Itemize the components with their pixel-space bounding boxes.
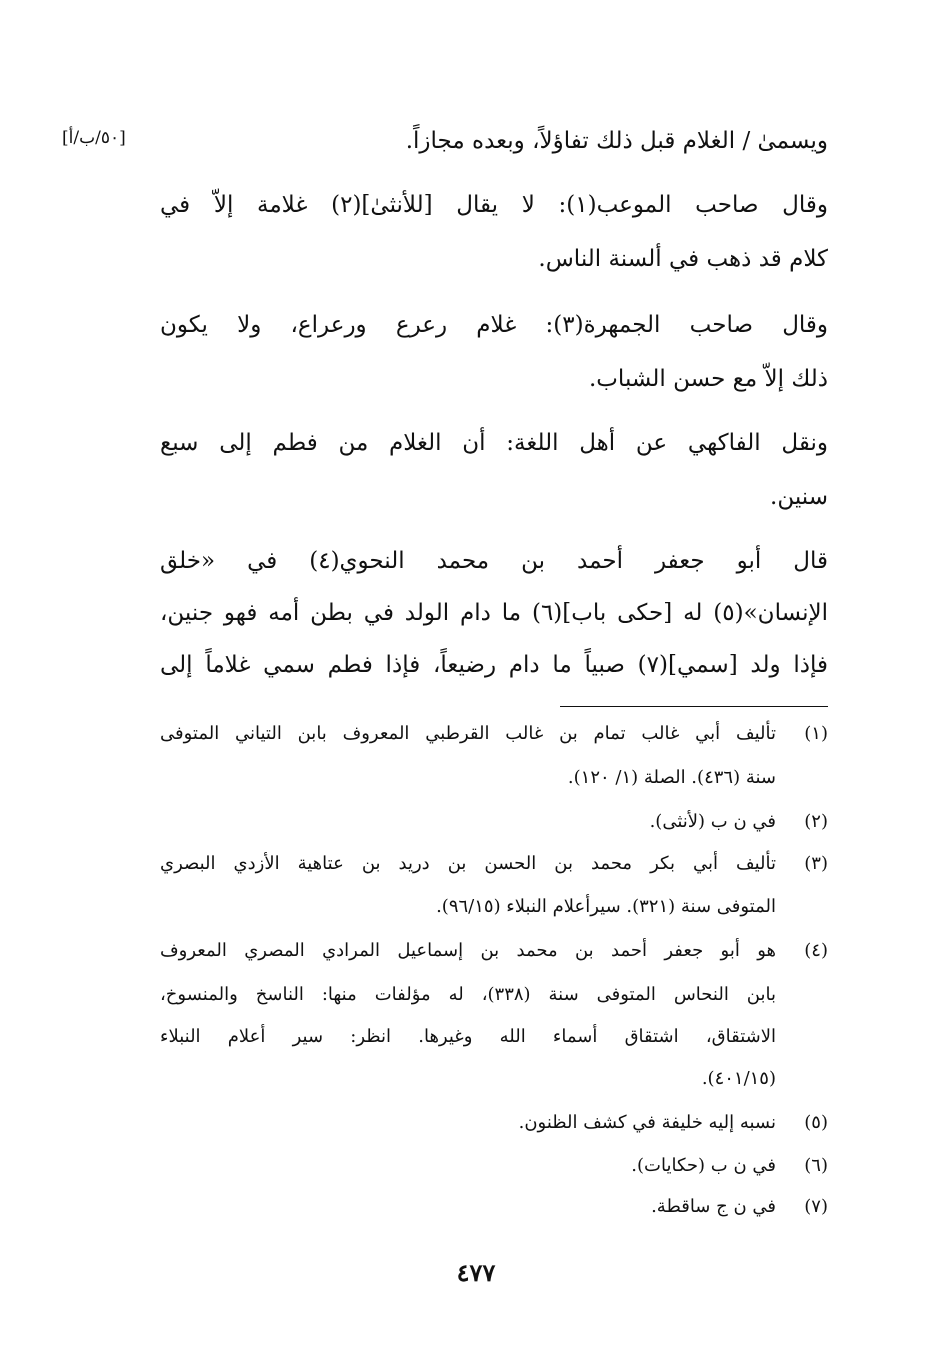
footnote-text: تأليف أبي غالب تمام بن غالب القرطبي المعروف بابن التياني المتوفى — [160, 723, 776, 744]
footnote-number: (٦) — [804, 1155, 828, 1176]
footnote-number: (٣) — [804, 853, 828, 874]
body-para5-line3: فإذا ولد [سمي](٧) صبياً ما دام رضيعاً، فإذا فطم سمي غلاماً إلى — [160, 652, 828, 678]
footnote-text: هو أبو جعفر أحمد بن محمد بن إسماعيل المرادي المصري المعروف — [160, 940, 776, 961]
footnote-text: الاشتقاق، اشتقاق أسماء الله وغيرها. انظر: سير أعلام النبلاء — [160, 1026, 776, 1047]
body-para4-line2: سنين. — [770, 484, 828, 510]
body-para2-line2: كلام قد ذهب في ألسنة الناس. — [538, 246, 828, 272]
footnote-separator — [560, 706, 828, 707]
footnote-number: (٤) — [804, 940, 828, 961]
body-para5-line1: قال أبو جعفر أحمد بن محمد النحوي(٤) في «خلق — [160, 548, 828, 574]
footnote-text: المتوفى سنة (٣٢١). سيرأعلام النبلاء (٩٦/١٥). — [436, 896, 776, 917]
body-para3-line2: ذلك إلاّ مع حسن الشباب. — [588, 366, 828, 392]
footnote-text: تأليف أبي بكر محمد بن الحسن بن دريد بن عتاهية الأزدي البصري — [160, 853, 776, 874]
footnote-number: (١) — [804, 723, 828, 744]
page-number: ٤٧٧ — [456, 1258, 496, 1287]
body-para3-line1: وقال صاحب الجمهرة(٣): غلام رعرع ورعراع، ولا يكون — [160, 312, 829, 338]
body-para4-line1: ونقل الفاكهي عن أهل اللغة: أن الغلام من فطم إلى سبع — [160, 430, 828, 456]
footnote-text: في ن ب (لأنثى). — [649, 811, 776, 832]
footnote-number: (٥) — [804, 1112, 828, 1133]
footnote-text: سنة (٤٣٦). الصلة (١/ ١٢٠). — [567, 767, 776, 788]
footnote-text: في ن ج ساقطة. — [651, 1196, 776, 1217]
footnote-text: (٤٠١/١٥). — [701, 1068, 776, 1089]
footnote-number: (٧) — [804, 1196, 828, 1217]
footnote-text: نسبه إليه خليفة في كشف الظنون. — [518, 1112, 776, 1133]
body-para2-line1: وقال صاحب الموعب(١): لا يقال [للأنثىٰ](٢) غلامة إلاّ في — [160, 192, 829, 218]
body-line-1: ويسمىٰ / الغلام قبل ذلك تفاؤلاً، وبعده مجازاً. — [405, 128, 828, 154]
manuscript-folio-reference: [٥٠/ب/أ] — [62, 128, 126, 148]
body-para5-line2: الإنسان»(٥) له [حكى باب](٦) ما دام الولد في بطن أمه فهو جنين، — [160, 600, 829, 626]
footnote-text: بابن النحاس المتوفى سنة (٣٣٨)، له مؤلفات منها: الناسخ والمنسوخ، — [160, 984, 776, 1005]
footnote-text: في ن ب (حكايات). — [631, 1155, 776, 1176]
footnote-number: (٢) — [804, 811, 828, 832]
